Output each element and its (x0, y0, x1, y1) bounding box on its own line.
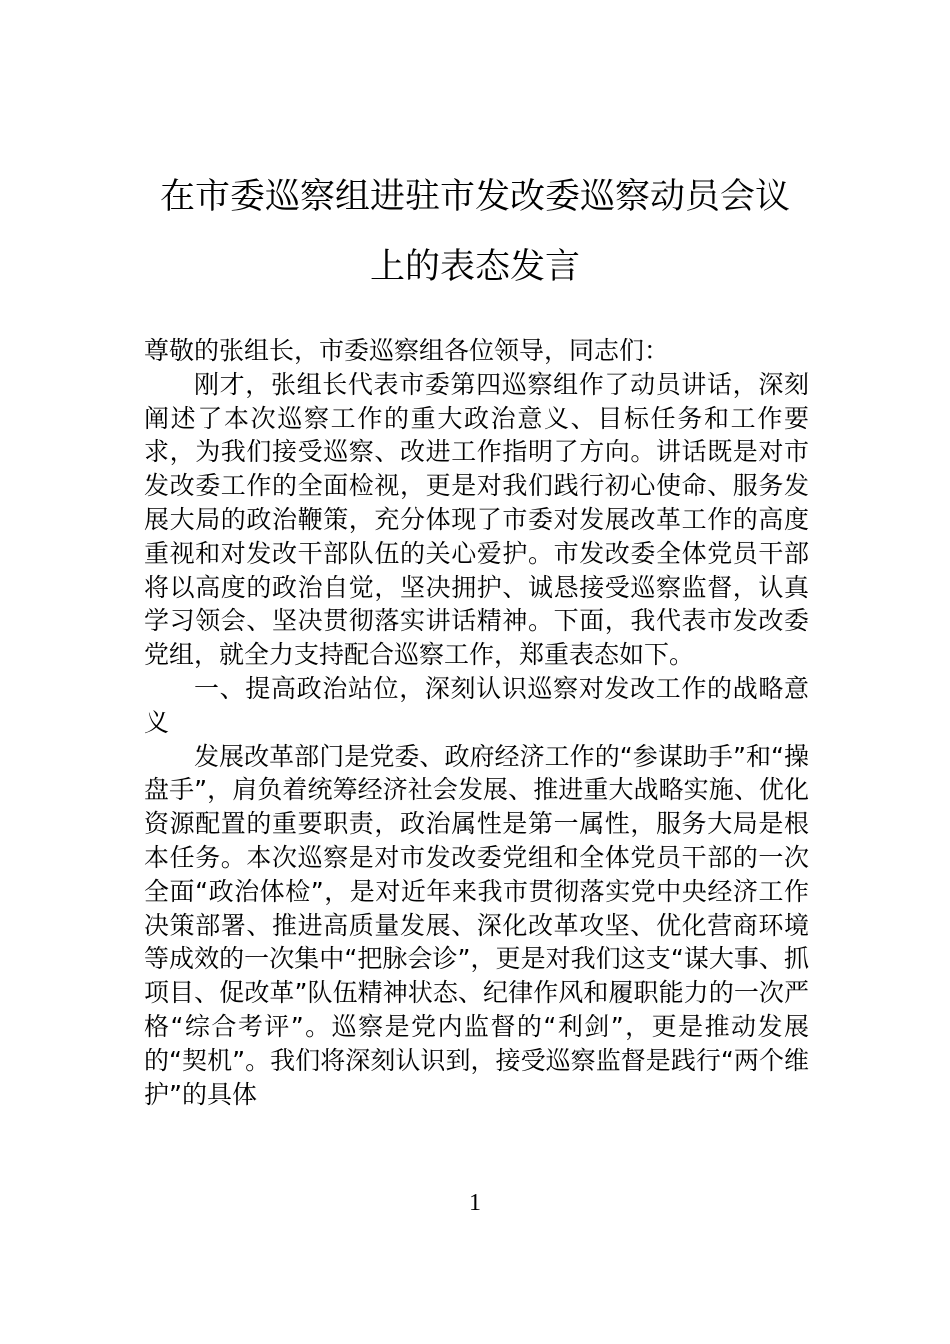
page-number: 1 (469, 1190, 481, 1216)
section-heading-1: 一、提高政治站位，深刻认识巡察对发改工作的战略意义 (144, 673, 809, 737)
document-body (144, 334, 809, 1111)
paragraph-intro: 刚才，张组长代表市委第四巡察组作了动员讲话，深刻阐述了本次巡察工作的重大政治意义、目标任务和工作要求，为我们接受巡察、改进工作指明了方向。讲话既是对市发改委工作的全面检视，更是对我们践行初心使命、服务发展大局的政治鞭策，充分体现了市委对发展改革工作的高度重视和对发改干部队伍的关心爱护。市发改委全体党员干部将以高度的政治自觉，坚决拥护、诚恳接受巡察监督，认真学习领会、坚决贯彻落实讲话精神。下面，我代表市发改委党组，就全力支持配合巡察工作，郑重表态如下。 (144, 369, 809, 670)
document-title-line-1: 在市委巡察组进驻市发改委巡察动员会议 (159, 177, 790, 217)
paragraph-section-1: 发展改革部门是党委、政府经济工作的“参谋助手”和“操盘手”，肩负着统筹经济社会发展、推进重大战略实施、优化资源配置的重要职责，政治属性是第一属性，服务大局是根本任务。本次巡察是对市发改委党组和全体党员干部的一次全面“政治体检”，是对近年来我市贯彻落实党中央经济工作决策部署、推进高质量发展、深化改革攻坚、优化营商环境等成效的一次集中“把脉会诊”，更是对我们这支“谋大事、抓项目、促改革”队伍精神状态、纪律作风和履职能力的一次严格“综合考评”。巡察是党内监督的“利剑”，更是推动发展的“契机”。我们将深刻认识到，接受巡察监督是践行“两个维护”的具体 (144, 741, 809, 1109)
document-title-line-2: 上的表态发言 (369, 247, 580, 287)
salutation: 尊敬的张组长，市委巡察组各位领导，同志们： (144, 336, 670, 365)
